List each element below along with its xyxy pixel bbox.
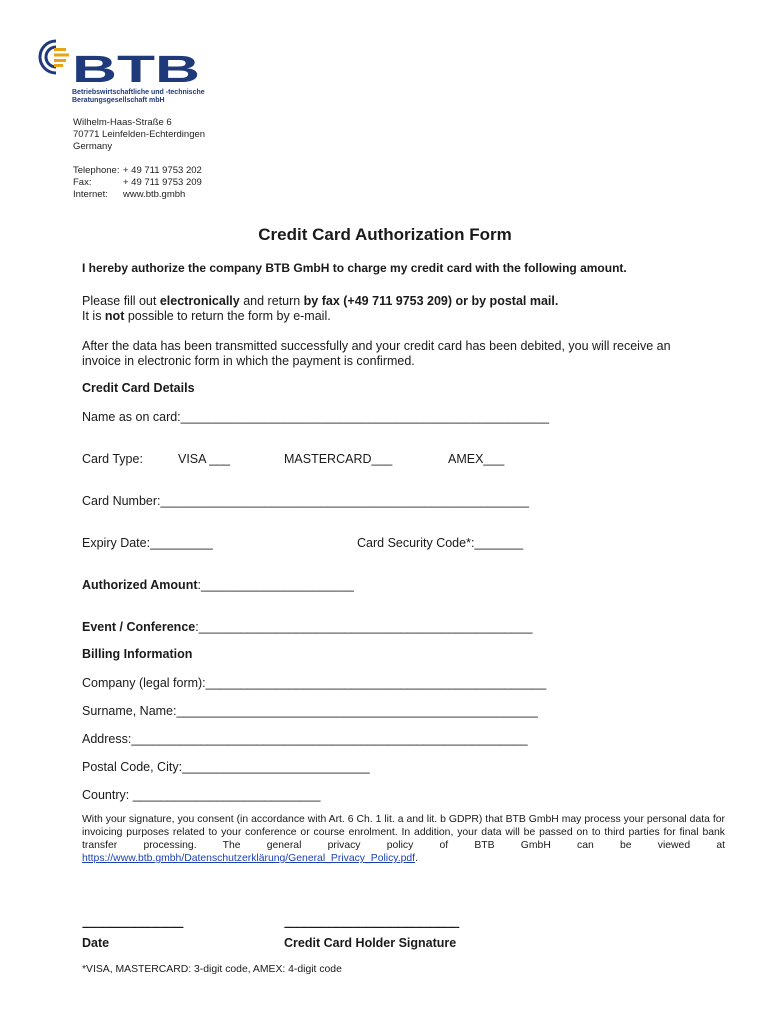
visa-option[interactable]: VISA ___ (178, 452, 231, 466)
consent-text: With your signature, you consent (in accordance with Art. 6 Ch. 1 lit. a and lit. b GDPR) that BTB GmbH may process your personal data for invoicing purposes related to your conference or course enrolment. In addition, your data will be passed on to third parties for final bank transfer processing. The general privacy policy of BTB GmbH can be viewed at (82, 814, 725, 851)
country-field[interactable]: Country: ___________________________ (82, 788, 321, 802)
date-label: Date (82, 936, 110, 950)
instr2-bold: not (104, 309, 125, 323)
authorized-amount-line[interactable]: :______________________ (197, 578, 354, 592)
address-field[interactable]: Address:_________________________________________________________ (82, 732, 528, 746)
btb-logo (36, 38, 236, 104)
authorized-amount-field[interactable] (82, 578, 354, 592)
telephone-label: Telephone: (73, 165, 120, 176)
fax-value: + 49 711 9753 209 (123, 177, 202, 188)
city: 70771 Leinfelden-Echterdingen (73, 129, 206, 140)
instr1-pre: Please fill out (82, 294, 160, 308)
after-line-1: After the data has been transmitted successfully and your credit card has been debited, you will receive an (82, 339, 671, 353)
consent-end: . (415, 853, 418, 864)
authorized-amount-label: Authorized Amount (82, 578, 198, 592)
mastercard-option[interactable]: MASTERCARD___ (284, 452, 393, 466)
instr2-post: possible to return the form by e-mail. (124, 309, 331, 323)
logo-wordmark: BTB (72, 49, 200, 91)
instr1-bold1: electronically (159, 294, 240, 308)
internet-label: Internet: (73, 189, 108, 200)
after-line-2: invoice in electronic form in which the payment is confirmed. (82, 354, 415, 368)
holder-signature-line: ----------------------------------------------------------------------- (284, 922, 459, 933)
instruction-line-2 (82, 309, 331, 323)
instr1-bold2: by fax (+49 711 9753 209) or by postal mail. (303, 294, 559, 308)
logo-tagline-1: Betriebswirtschaftliche und -technische (72, 89, 205, 96)
authorization-intro: I hereby authorize the company BTB GmbH to charge my credit card with the following amount. (82, 261, 627, 275)
security-code-field[interactable]: Card Security Code*:_______ (357, 536, 524, 550)
event-conference-label: Event / Conference (82, 620, 196, 634)
btb-logo-mark (36, 38, 236, 104)
company-field[interactable]: Company (legal form):_________________________________________________ (82, 676, 547, 690)
signature-label: Credit Card Holder Signature (284, 936, 457, 950)
billing-heading: Billing Information (82, 647, 193, 661)
date-signature-line: ----------------------------------------- (82, 922, 183, 933)
street: Wilhelm-Haas-Straße 6 (73, 117, 172, 128)
card-details-heading: Credit Card Details (82, 381, 195, 395)
instr2-pre: It is (82, 309, 105, 323)
logo-emblem-icon (40, 41, 69, 73)
card-type-label: Card Type: (82, 452, 143, 466)
logo-tagline-2: Beratungsgesellschaft mbH (72, 97, 165, 104)
amex-option[interactable]: AMEX___ (448, 452, 505, 466)
event-conference-line[interactable]: :________________________________________________ (195, 620, 533, 634)
event-conference-field[interactable] (82, 620, 532, 634)
instruction-line-1 (82, 294, 558, 308)
name-on-card-field[interactable]: Name as on card:_____________________________________________________ (82, 410, 550, 424)
fax-label: Fax: (73, 177, 92, 188)
telephone-value: + 49 711 9753 202 (123, 165, 202, 176)
country: Germany (73, 141, 113, 152)
card-number-field[interactable]: Card Number:_____________________________________________________ (82, 494, 529, 508)
page-title: Credit Card Authorization Form (258, 225, 512, 244)
expiry-date-field[interactable]: Expiry Date:_________ (82, 536, 213, 550)
security-code-footnote: *VISA, MASTERCARD: 3-digit code, AMEX: 4-digit code (82, 964, 342, 975)
instr1-mid: and return (239, 294, 304, 308)
consent-paragraph (82, 813, 725, 865)
postal-code-city-field[interactable]: Postal Code, City:___________________________ (82, 760, 370, 774)
internet-value: www.btb.gmbh (123, 189, 186, 200)
privacy-policy-link[interactable]: https://www.btb.gmbh/Datenschutzerklärung/General_Privacy_Policy.pdf (82, 853, 416, 864)
surname-field[interactable]: Surname, Name:____________________________________________________ (82, 704, 538, 718)
